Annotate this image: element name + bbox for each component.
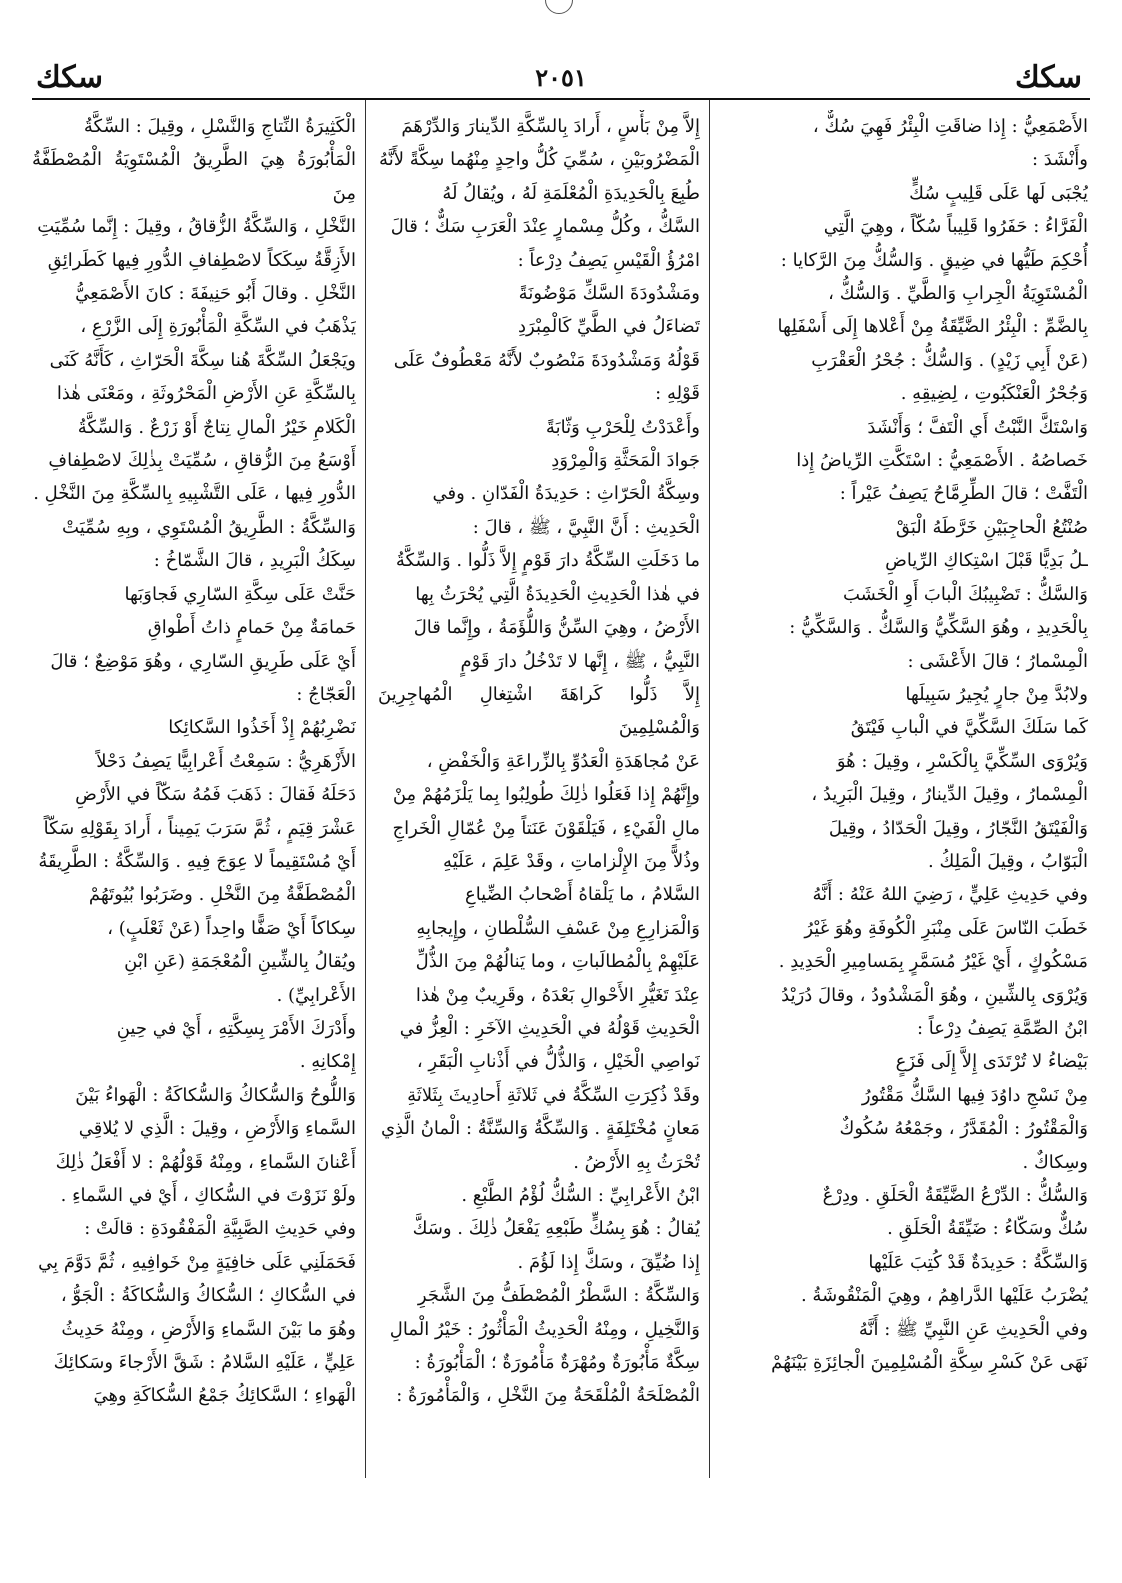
text-line: بِالسِّكَّةِ عَنِ الأَرْضِ الْمَحْرُوثَةِ ، ومَعْنَى هٰذا: [56, 383, 356, 405]
text-line: فَحَمَلَنِي عَلَى خافِيَةٍ مِنْ خَوافِيهِ ، ثُمَّ دَوَّمَ بِي: [38, 1251, 356, 1273]
text-line: وَالسِّكَّةُ : حَدِيدَةٌ قَدْ كُتِبَ عَلَيْها: [868, 1251, 1088, 1273]
text-line: السَّماءِ وَالأَرْضِ ، وقِيلَ : الَّذِي لا يُلاقِي: [78, 1118, 356, 1140]
column-separator-1: [709, 100, 710, 1478]
column-separator-2: [365, 100, 366, 1478]
text-line: سِكَكُ الْبَرِيدِ ، قالَ الشَّمّاخُ :: [153, 550, 356, 572]
text-line: الْحَدِيثِ قَوْلُهُ في الْحَدِيثِ الآخَرِ : الْعِزُّ في: [399, 1017, 700, 1039]
text-line: وَالْمَزارِعِ مِنْ عَسْفِ السُّلْطانِ ، وإِيجابِهِ: [416, 917, 700, 939]
text-line: وَالسِّكَّةُ : الطَّرِيقُ الْمُسْتَوِي ، وبِهِ سُمِّيَتْ: [62, 516, 356, 538]
text-line: الأَصْمَعِيُّ : إِذا ضاقَتِ الْبِئْرُ فَهِيَ سُكٌّ ،: [812, 116, 1088, 137]
text-line: وذُلاًّ مِنَ الإِلْزاماتِ ، وقَدْ عَلِمَ ، عَلَيْهِ: [443, 850, 700, 872]
text-line: سِكاكاً أَيْ صَفًّا واحِداً (عَنْ ثَعْلَبٍ) ،: [107, 917, 356, 939]
text-line: وَاسْتَكَّ النَّبْتُ أَي الْتَفَّ ؛ وَأَنْشَدَ: [867, 416, 1088, 438]
text-line: وأَنْشَدَ :: [1032, 149, 1088, 171]
text-line: ابْنُ الأَعْرابِيِّ : السُّكُّ لُؤْمُ الطَّبْعِ .: [461, 1185, 700, 1206]
text-line: يُجْبَى لَها عَلَى قَلِيبٍ سُكٍّ: [909, 182, 1088, 204]
text-line: أَعْنانَ السَّماءِ ، ومِنْهُ قَوْلُهُمْ : لا أَفْعَلُ ذٰلِكَ: [55, 1151, 356, 1173]
text-line: وَالنَّخِيلِ ، ومِنْهُ الْحَدِيثُ الْمَأْثُورُ : خَيْرُ الْمالِ: [389, 1318, 700, 1340]
text-line: وإِنَّهُمْ إِذا فَعَلُوا ذٰلِكَ طُولِبُوا بِما يَلْزَمُهُمْ مِنْ: [392, 784, 700, 806]
text-line: مَعانٍ مُخْتَلِفَةٍ . وَالسِّكَّةُ وَالسِّنَّةُ : الْمانُ الَّذِي: [380, 1118, 700, 1140]
text-line: الْمِسْمارُ ؛ قالَ الأَعْشَى :: [907, 650, 1088, 672]
text-line: الدُّورِ فِيها ، عَلَى التَّشْبِيهِ بِالسِّكَّةِ مِنَ النَّخْلِ .: [33, 483, 356, 505]
text-line: قَوْلُهُ وَمَشْدُودَةَ مَنْصُوبٌ لأَنَّهُ مَعْطُوفٌ عَلَى: [393, 349, 700, 371]
text-line: الْمَضْرُوبَيْنِ ، سُمِّيَ كُلُّ واحِدٍ مِنْهُما سِكَّةً لأَنَّهُ: [379, 149, 700, 171]
text-line: وَالْفَيْتَقُ النَّجّارُ ، وقِيلَ الْحَدّادُ ، وقِيلَ: [828, 817, 1088, 839]
text-line: إِمْكانِهِ .: [299, 1051, 356, 1073]
text-line: ولَوْ نَزَوْتَ في السُّكاكِ ، أَيْ في السَّماءِ .: [60, 1185, 356, 1206]
text-line: عَشْرَ قِيَمٍ ، ثُمَّ سَرَبَ يَمِيناً ، أَرادَ بِقَوْلِهِ سَكّاً: [43, 817, 356, 839]
text-line: وفي الْحَدِيثِ عَنِ النَّبِيِّ ﷺ : أَنَّهُ: [858, 1318, 1088, 1340]
text-line: ولابُدَّ مِنْ جارٍ يُجِيرُ سَبِيلَها: [905, 683, 1088, 705]
text-line: نَضْرِبُهُمْ إِذْ أَخَذُوا السَّكائِكا: [168, 717, 356, 739]
text-line: يُضْرَبُ عَلَيْها الدَّراهِمُ ، وهِيَ الْمَنْقُوشَةُ .: [800, 1285, 1088, 1307]
text-line: وفي حَدِيثِ عَلِيٍّ ، رَضِيَ اللهُ عَنْهُ : أَنَّهُ: [812, 884, 1088, 906]
text-line: وقَدْ ذُكِرَتِ السِّكَّةُ في ثَلاثَةِ أَحادِيثَ بِثَلاثَةِ: [407, 1084, 700, 1106]
text-line: إِلاَّ مِنْ بَأْسٍ ، أَرادَ بِالسِّكَّةِ الدِّينارَ وَالدِّرْهَمَ: [401, 116, 700, 137]
text-line: الْمِسْمارُ ، وقِيلَ الدِّينارُ ، وقِيلَ الْبَرِيدُ ،: [811, 784, 1088, 806]
text-line: الأَزْهَرِيُّ : سَمِعْتُ أَعْرابِيًّا يَصِفُ دَحْلاً: [96, 750, 356, 772]
text-line: إِذا ضُيِّقَ ، وسَكَّ إِذا لَؤُمَ .: [517, 1251, 700, 1273]
text-line: بَيْضاءُ لا تُرْتَدَى إِلاَّ إِلَى فَزَعٍ: [895, 1051, 1088, 1073]
text-line: صُنْتُعُ الْحاجِبَيْنِ خَرَّطَهُ الْبَقْ: [895, 516, 1088, 538]
text-line: الْكَثِيرَةُ النِّتاجِ وَالنَّسْلِ ، وقِيلَ : السِّكَّةُ: [83, 116, 356, 137]
text-line: نَهَى عَنْ كَسْرِ سِكَّةِ الْمُسْلِمِينَ الْجائِزَةِ بَيْنَهُمْ: [771, 1352, 1088, 1374]
text-line: كَما سَلَكَ السَّكِّيَّ في الْبابِ فَيْتَقُ: [850, 717, 1088, 739]
text-line: وَالْمَقْتُورُ : الْمُقَدَّرُ ، وجَمْعُهُ سُكُوكٌ: [839, 1118, 1088, 1140]
text-line: وهُوَ ما بَيْنَ السَّماءِ وَالأَرْضِ ، ومِنْهُ حَدِيثُ: [61, 1318, 356, 1340]
text-line: يُقالُ : هُوَ بِسُكٍّ طَبْعِهِ يَفْعَلُ ذٰلِكَ . وسَكَّ: [412, 1218, 700, 1240]
text-line: أَيْ عَلَى طَرِيقِ السّارِي ، وهُوَ مَوْضِعٌ ؛ قالَ: [50, 650, 356, 672]
text-line: السَّكُّ ، وكُلُّ مِسْمارٍ عِنْدَ الْعَرَبِ سَكٌّ ؛ قالَ: [390, 216, 700, 238]
text-line: الْمَأْبُورَةُ هِيَ الطَّرِيقُ الْمُسْتَوِيَةُ الْمُصْطَفَّةُ مِنَ: [32, 149, 356, 204]
text-line: وَالسُّكُّ : الدِّرْعُ الضَّيِّقَةُ الْحَلَقِ . ودِرْعٌ: [822, 1185, 1088, 1206]
text-line: ويَجْعَلُ السِّكَّةَ هُنا سِكَّةَ الْحَرّاثِ ، كَأَنَّهُ كَنَى: [49, 349, 356, 371]
text-line: خَطَبَ النّاسَ عَلَى مِنْبَرِ الْكُوفَةِ وهُوَ غَيْرُ: [804, 917, 1088, 939]
text-line: أُحْكِمَ طَيُّها في ضِيقٍ . وَالسُّكُّ مِنَ الرَّكايا :: [780, 249, 1088, 271]
text-line: دَحَلَهُ فَقالَ : ذَهَبَ فَمُهُ سَكّاً في الأَرْضِ: [75, 784, 356, 806]
text-line: عَنْ مُجاهَدَةِ الْعَدُوِّ بِالزِّراعَةِ وَالْخَفْضِ ،: [426, 750, 700, 772]
text-line: عَلَيْهِمْ بِالْمُطالَباتِ ، وما يَنالُهُمْ مِنَ الذُّلِّ: [415, 951, 700, 973]
text-line: وأَعْدَدْتُ لِلْحَرْبِ وَثّابَةً: [545, 416, 700, 438]
text-line: في هٰذا الْحَدِيثِ الْحَدِيدَةُ الَّتِي يُحْرَثُ بِها: [415, 583, 700, 605]
text-line: طُبِعَ بِالْحَدِيدَةِ الْمُعْلَمَةِ لَهُ ، ويُقالُ لَهُ: [442, 182, 700, 204]
text-line: الْكَلامِ خَيْرُ الْمالِ نِتاجٌ أَوْ زَرْعٌ . وَالسِّكَّةُ: [77, 416, 356, 438]
text-line: وَجُحْرُ الْعَنْكَبُوتِ ، لِضِيقِهِ .: [900, 383, 1088, 405]
text-line: وَيُرْوَى بِالشِّينِ ، وهُوَ الْمَشْدُودُ ، وقالَ دُرَيْدُ: [781, 984, 1088, 1006]
header-rule: [32, 98, 1090, 100]
text-line: أَيْ مُسْتَقِيماً لا عِوَجَ فِيهِ . وَالسِّكَّةُ : الطَّرِيقَةُ: [38, 850, 356, 872]
page-header: [32, 58, 1090, 98]
text-line: أَوْسَعُ مِنَ الزُّقاقِ ، سُمِّيَتْ بِذٰلِكَ لاصْطِفافِ: [48, 450, 356, 472]
text-line: وأَدْرَكَ الأَمْرَ بِسِكَّتِهِ ، أَيْ في حِينِ: [116, 1017, 356, 1039]
text-line: ابْنُ الصِّمَّةِ يَصِفُ دِرْعاً :: [917, 1017, 1088, 1039]
text-line: النَّخْلِ ، وَالسِّكَّةُ الزُّقاقُ ، وقِيلَ : إِنَّما سُمِّيَتِ: [37, 216, 356, 238]
text-line: السَّلامُ ، ما يَلْقاهُ أَصْحابُ الضِّياعِ: [464, 884, 700, 906]
text-line: تَضاءَلُ في الطَّيِّ كَالْمِبْرَدِ: [518, 316, 700, 338]
text-column-middle: [378, 110, 700, 1482]
text-line: وفي حَدِيثِ الصَّبِيَّةِ الْمَفْقُودَةِ : قالَتْ :: [84, 1218, 356, 1240]
text-line: عَلِيٍّ ، عَلَيْهِ السَّلامُ : شَقَّ الأَرْجاءَ وسَكائِكَ: [53, 1352, 356, 1374]
text-line: وسِكاكٌ .: [1022, 1151, 1088, 1173]
binding-hole-mark: [545, 0, 573, 14]
text-line: بِالْحَدِيدِ ، وهُوَ السَّكِّيُّ وَالسَّكُّ . وَالسَّكِّيُّ :: [789, 617, 1088, 639]
text-line: جَوادَ الْمَحَثَّةِ وَالْمِرْوَدِ: [551, 450, 700, 472]
text-line: (عَنْ أَبِي زَيْدٍ) . وَالسُّكُّ : جُحْرُ الْعَقْرَبِ: [811, 349, 1088, 371]
text-line: قَوْلِهِ :: [655, 383, 700, 405]
text-line: وَيُرْوَى السِّكِّيَّ بِالْكَسْرِ ، وقِيلَ : هُوَ: [836, 750, 1088, 772]
text-line: حَنَّتْ عَلَى سِكَّةِ السّارِي فَجاوَبَها: [124, 583, 356, 605]
text-line: عِنْدَ تَغَيُّرِ الأَحْوالِ بَعْدَهُ ، وقَرِيبٌ مِنْ هٰذا: [415, 984, 700, 1006]
text-line: الْبَوّابُ ، وقِيلَ الْمَلِكُ .: [928, 850, 1088, 872]
text-line: في السُّكاكِ ؛ السُّكاكُ وَالسُّكاكَةُ : الْجَوُّ ،: [60, 1285, 356, 1307]
text-line: مِنْ نَسْجِ داوُدَ فِيها السَّكُّ مَقْتُورُ: [861, 1084, 1088, 1106]
text-line: وَالسِّكَّةُ : السَّطْرُ الْمُصْطَفُّ مِنَ الشَّجَرِ: [417, 1285, 700, 1307]
headword-right: سكك: [1015, 60, 1082, 95]
text-line: حَمامَةٌ مِنْ حَمامٍ ذاتُ أَطْواقِ: [147, 617, 356, 639]
text-line: الْعَجّاجُ :: [296, 683, 356, 705]
text-column-left: [32, 110, 356, 1482]
text-line: النَّبِيُّ ، ﷺ ، إِنَّها لا تَدْخُلُ دارَ قَوْمٍ: [460, 650, 700, 672]
text-line: ويُقالُ بِالشِّينِ الْمُعْجَمَةِ (عَنِ ابْنِ: [124, 951, 356, 973]
text-line: سُكٌّ وسَكّاءُ : ضَيِّقَةُ الْحَلَقِ .: [887, 1218, 1088, 1240]
page-number: ٢٠٥١: [535, 63, 587, 92]
text-line: سِكَّةٌ مَأْبُورَةٌ ومُهْرَةٌ مَأْمُورَةٌ ؛ الْمَأْبُورَةُ :: [414, 1352, 700, 1374]
text-line: امْرُؤُ الْقَيْسِ يَصِفُ دِرْعاً :: [517, 249, 700, 271]
text-line: مَسْكُوكٍ ، أَيْ غَيْرُ مُسَمَّرٍ بِمَسامِيرِ الْحَدِيدِ .: [778, 951, 1088, 973]
text-line: الْحَدِيثِ : أَنَّ النَّبِيَّ ، ﷺ ، قالَ :: [472, 516, 700, 538]
text-line: الْهَواءِ ؛ السَّكائِكُ جَمْعُ السُّكاكَةِ وهِيَ: [93, 1385, 356, 1407]
text-line: إِلاَّ ذَلُّوا كَراهَةَ اشْتِغالِ الْمُهاجِرِينَ وَالْمُسْلِمِينَ: [378, 683, 700, 739]
text-line: النَّخْلِ . وقالَ أَبُو حَنِيفَةَ : كانَ الأَصْمَعِيُّ: [75, 283, 356, 305]
text-line: الأَعْرابِيِّ) .: [276, 984, 356, 1006]
text-line: يَذْهَبُ في السِّكَّةِ الْمَأْبُورَةِ إِلَى الزَّرْعِ ،: [80, 316, 356, 338]
text-line: ما دَخَلَتِ السِّكَّةُ دارَ قَوْمٍ إِلاَّ ذَلُّوا . وَالسِّكَّةُ: [395, 550, 700, 572]
text-line: بِالضَّمِّ : الْبِئْرُ الضَّيِّقَةُ مِنْ أَعْلاها إِلَى أَسْفَلِها: [777, 316, 1088, 338]
text-line: الأَزِقَّةُ سِكَكاً لاصْطِفافِ الدُّورِ فِيها كَطَرائِقِ: [47, 249, 356, 271]
text-line: الْمُصْطَفَّةُ مِنَ النَّخْلِ . وضَرَبُوا بُيُوتَهُمْ: [88, 884, 356, 906]
text-line: الْمُسْتَوِيَةُ الْجِرابِ وَالطَّيِّ . وَالسُّكُّ ،: [828, 283, 1088, 305]
text-line: تُحْرَثُ بِهِ الأَرْضُ .: [573, 1151, 700, 1173]
text-column-right: [722, 110, 1088, 1482]
text-line: وَالسَّكُّ : تَضْبِيبُكَ الْبابَ أَوِ الْخَشَبَ: [842, 583, 1088, 605]
headword-left: سكك: [36, 60, 103, 95]
text-line: الأَرْضُ ، وهِيَ السِّنُّ وَاللُّؤَمَةُ ، وإِنَّما قالَ: [413, 617, 700, 639]
text-line: الْمُصْلَحَةُ الْمُلْقَحَةُ مِنَ النَّخْلِ ، وَالْمَأْمُورَةُ :: [396, 1385, 700, 1407]
text-line: ـلُ بَدِيًّا قَبْلَ اسْتِكاكِ الرِّياضِ: [885, 550, 1088, 572]
text-line: الْفَرَّاءُ : حَفَرُوا قَلِيباً سُكّاً ، وهِيَ الَّتِي: [823, 216, 1088, 238]
text-line: وَاللُّوحُ وَالسُّكاكُ وَالسُّكاكَةُ : الْهَواءُ بَيْنَ: [75, 1084, 356, 1106]
text-line: ومَشْدُودَةَ السَّكِّ مَوْضُونَةً: [518, 283, 700, 305]
text-line: خَصاصُهُ . الأَصْمَعِيُّ : اسْتَكَّتِ الرِّياضُ إِذا: [796, 450, 1088, 472]
text-line: الْتَفَّتْ ؛ قالَ الطِّرِمَّاحُ يَصِفُ عَيْراً :: [839, 483, 1088, 505]
text-line: مالِ الْفَيْءِ ، فَيَلْقَوْنَ عَنَتاً مِنْ عُمّالِ الْخَراجِ: [392, 817, 700, 839]
text-line: وسِكَّةُ الْحَرّاثِ : حَدِيدَةُ الْفَدّانِ . وفي: [432, 483, 700, 505]
text-line: نَواصِي الْخَيْلِ ، وَالذُّلُّ في أَذْنابِ الْبَقَرِ ،: [416, 1051, 700, 1073]
